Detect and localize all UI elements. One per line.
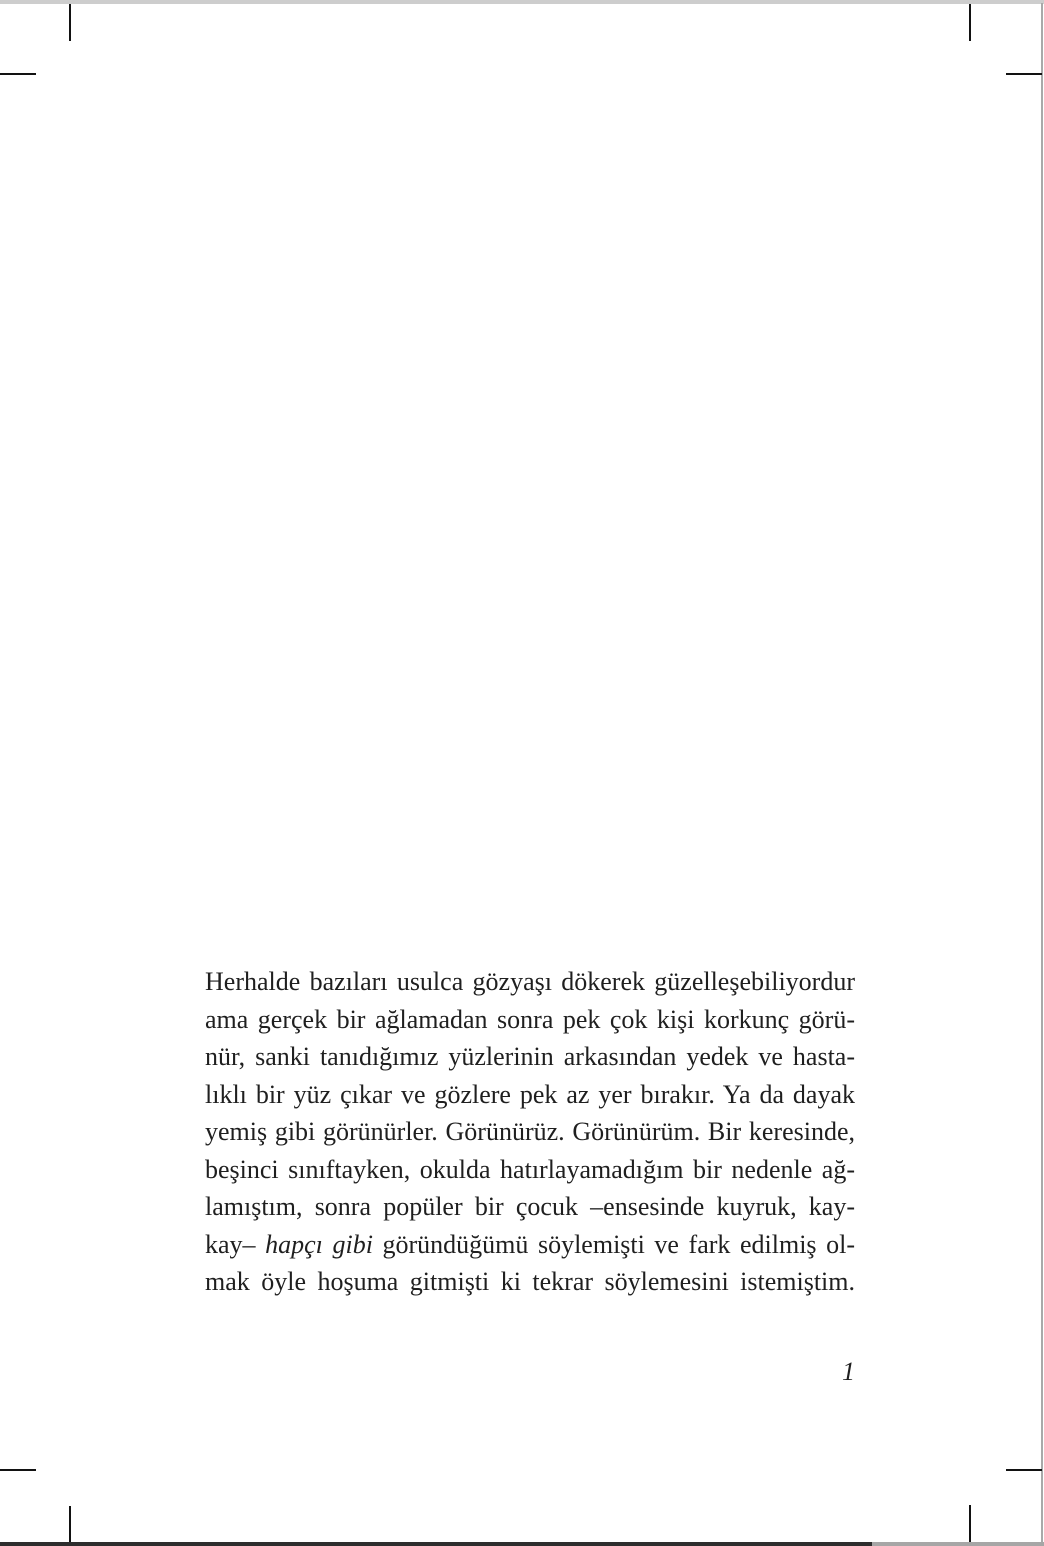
paragraph-line: [205, 1001, 855, 1039]
paragraph-line: [205, 1226, 855, 1264]
crop-mark-bottom-left-horizontal: [0, 1469, 36, 1471]
line-text-italic: hapçı gibi: [265, 1229, 373, 1259]
line-text: nür, sanki tanıdığımız yüzlerinin arkasından yedek ve hasta-: [205, 1042, 855, 1071]
paragraph-line: [205, 1151, 855, 1189]
crop-mark-bottom-left-vertical: [69, 1506, 71, 1542]
crop-mark-bottom-right-vertical: [969, 1505, 971, 1542]
line-text: mak öyle hoşuma gitmişti ki tekrar söylemesini istemiştim.: [205, 1267, 855, 1296]
body-paragraph: [205, 963, 855, 1301]
crop-mark-top-right-vertical: [969, 4, 971, 41]
paragraph-line: [205, 1038, 855, 1076]
paragraph-line: [205, 1076, 855, 1114]
crop-mark-top-right-horizontal: [1006, 73, 1042, 75]
line-text: göründüğümü söylemişti ve fark edilmiş ol-: [372, 1229, 855, 1259]
page-number: 1: [842, 1357, 855, 1386]
line-text: Herhalde bazıları usulca gözyaşı dökerek güzelleşebiliyordur: [205, 967, 855, 996]
line-text: kay–: [205, 1229, 266, 1259]
paragraph-line: [205, 1188, 855, 1226]
crop-mark-bottom-right-horizontal: [1006, 1469, 1042, 1471]
crop-mark-top-left-vertical: [69, 4, 71, 41]
horizontal-scrollbar-track[interactable]: [0, 1542, 1044, 1546]
window-top-edge: [0, 0, 1044, 4]
horizontal-scrollbar-thumb[interactable]: [0, 1542, 872, 1546]
paragraph-line: [205, 1113, 855, 1151]
paragraph-line: [205, 963, 855, 1001]
line-text: beşinci sınıftayken, okulda hatırlayamadığım bir nedenle ağ-: [205, 1154, 855, 1184]
line-text: yemiş gibi görünürler. Görünürüz. Görünürüm. Bir keresinde,: [205, 1117, 855, 1146]
line-text: ama gerçek bir ağlamadan sonra pek çok kişi korkunç görü-: [205, 1004, 855, 1034]
line-text: lamıştım, sonra popüler bir çocuk –ensesinde kuyruk, kay-: [205, 1192, 855, 1221]
line-text: lıklı bir yüz çıkar ve gözlere pek az yer bırakır. Ya da dayak: [205, 1079, 855, 1109]
window-right-border: [1041, 3, 1043, 1546]
crop-mark-top-left-horizontal: [0, 73, 36, 75]
paragraph-line: [205, 1263, 855, 1301]
